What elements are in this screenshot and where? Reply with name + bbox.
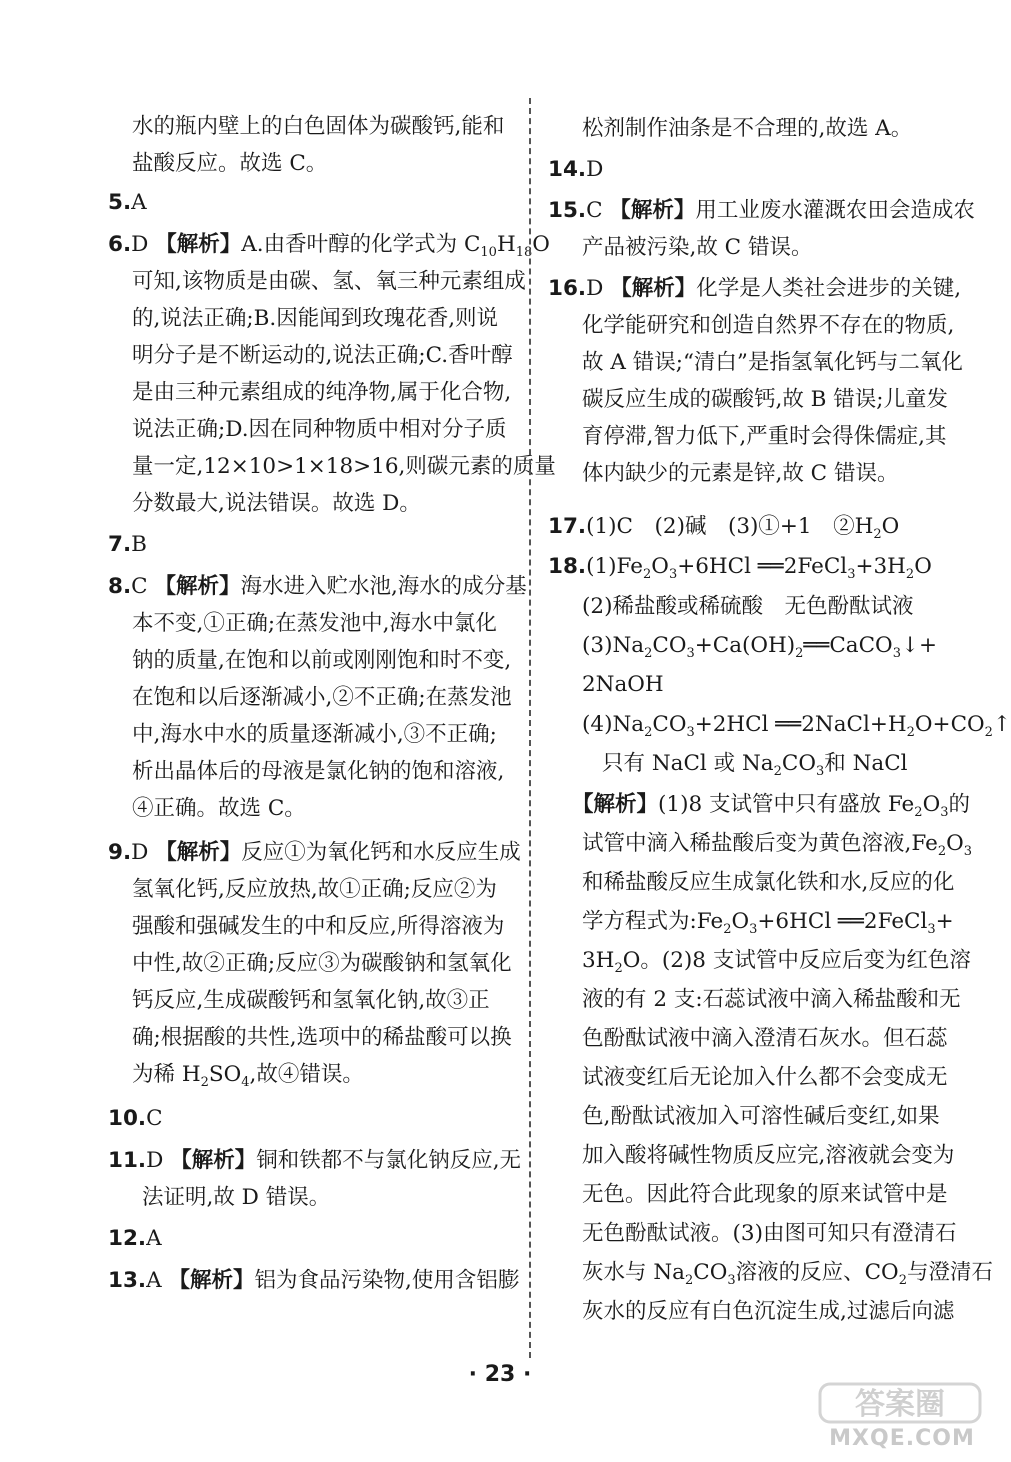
text-line: 化学能研究和创造自然界不存在的物质, xyxy=(582,313,955,338)
question-15: 15.C 【解析】用工业废水灌溉农田会造成农 xyxy=(548,198,975,223)
analysis-tag: 【解析】 xyxy=(170,1148,257,1173)
text-line: 色,酚酞试液加入可溶性碱后变红,如果 xyxy=(582,1104,940,1129)
question-9: 9.D 【解析】反应①为氧化钙和水反应生成 xyxy=(108,840,521,865)
text-line: 法证明,故 D 错误。 xyxy=(142,1185,331,1210)
analysis-tag: 【解析】 xyxy=(610,276,697,301)
text-line: 强酸和强碱发生的中和反应,所得溶液为 xyxy=(132,914,505,939)
text-line: 加入酸将碱性物质反应完,溶液就会变为 xyxy=(582,1143,955,1168)
text-line: 中,海水中水的质量逐渐减小,③不正确; xyxy=(132,722,497,747)
text-line: 无色。因此符合此现象的原来试管中是 xyxy=(582,1182,948,1207)
text-line: 的,说法正确;B.因能闻到玫瑰花香,则说 xyxy=(132,306,499,331)
question-7: 7.B xyxy=(108,532,147,557)
text-line: 在饱和以后逐渐减小,②不正确;在蒸发池 xyxy=(132,685,512,710)
page-number: · 23 · xyxy=(468,1362,532,1387)
text-line: 2NaOH xyxy=(582,672,664,697)
text-line: 碳反应生成的碳酸钙,故 B 错误;儿童发 xyxy=(582,387,949,412)
text-line: 明分子是不断运动的,说法正确;C.香叶醇 xyxy=(132,343,513,368)
analysis-tag: 【解析】 xyxy=(154,574,241,599)
watermark-text: MXQE.COM xyxy=(829,1426,975,1451)
text-line: $(4)Na_2CO_3+2HCl$ $══2NaCl+H_2O+CO_2↑$ xyxy=(582,712,1011,740)
text-line: 分数最大,说法错误。故选 D。 xyxy=(132,491,421,516)
question-14: 14.D xyxy=(548,157,604,182)
text-line: 为稀 $H_2SO_4$,故④错误。 xyxy=(132,1062,364,1090)
text-line: 析出晶体后的母液是氯化钠的饱和溶液, xyxy=(132,759,505,784)
text-line: 【解析】(1)8 支试管中只有盛放 $Fe_2O_3$的 xyxy=(572,792,971,820)
text-line: 钙反应,生成碳酸钙和氢氧化钠,故③正 xyxy=(132,988,490,1013)
analysis-tag: 【解析】 xyxy=(155,840,242,865)
text-line: 产品被污染,故 C 错误。 xyxy=(582,235,813,260)
question-13: 13.A 【解析】铝为食品污染物,使用含铝膨 xyxy=(108,1268,520,1293)
text-line: 可知,该物质是由碳、氢、氧三种元素组成 xyxy=(132,269,526,294)
text-line: 说法正确;D.因在同种物质中相对分子质 xyxy=(132,417,507,442)
text-line: 是由三种元素组成的纯净物,属于化合物, xyxy=(132,380,512,405)
question-6: 6.D 【解析】A.由香叶醇的化学式为 $C_{10}H_{18}O$ xyxy=(108,232,550,260)
text-line: 和稀盐酸反应生成氯化铁和水,反应的化 xyxy=(582,870,955,895)
question-11: 11.D 【解析】铜和铁都不与氯化钠反应,无 xyxy=(108,1148,522,1173)
text-line: 只有 NaCl 或 $Na_2CO_3$和 NaCl xyxy=(602,751,908,779)
text-line: 确;根据酸的共性,选项中的稀盐酸可以换 xyxy=(132,1025,512,1050)
text-line: 体内缺少的元素是锌,故 C 错误。 xyxy=(582,461,899,486)
column-divider xyxy=(529,98,531,1358)
text-line: 试管中滴入稀盐酸后变为黄色溶液$,Fe_2O_3$ xyxy=(582,831,973,859)
text-line: $(3)Na_2CO_3+Ca(OH)_2══CaCO_3↓+$ xyxy=(582,633,937,661)
text-line: 灰水的反应有白色沉淀生成,过滤后向滤 xyxy=(582,1299,955,1324)
analysis-tag: 【解析】 xyxy=(572,792,659,817)
question-18: $18.(1)Fe_2O_3+6HCl$ $══2FeCl_3+3H_2O$ xyxy=(548,554,932,582)
question-17: 17.(1)C (2)碱 (3)①+1 $②H_2O$ xyxy=(548,514,900,542)
text-line: 本不变,①正确;在蒸发池中,海水中氯化 xyxy=(132,611,497,636)
text-line: 中性,故②正确;反应③为碳酸钠和氢氧化 xyxy=(132,951,512,976)
analysis-tag: 【解析】 xyxy=(609,198,696,223)
question-8: 8.C 【解析】海水进入贮水池,海水的成分基 xyxy=(108,574,527,599)
question-5: 5.A xyxy=(108,190,147,215)
text-line: 无色酚酞试液。(3)由图可知只有澄清石 xyxy=(582,1221,957,1246)
svg-text:答案圈: 答案圈 xyxy=(855,1387,945,1422)
text-line: 盐酸反应。故选 C。 xyxy=(132,151,328,176)
text-line: 液的有 2 支:石蕊试液中滴入稀盐酸和无 xyxy=(582,987,961,1012)
text-line: 色酚酞试液中滴入澄清石灰水。但石蕊 xyxy=(582,1026,948,1051)
text-line: 育停滞,智力低下,严重时会得侏儒症,其 xyxy=(582,424,947,449)
text-line: 钠的质量,在饱和以前或刚刚饱和时不变, xyxy=(132,648,512,673)
text-line: 松剂制作油条是不合理的,故选 A。 xyxy=(582,116,913,141)
text-line: 学方程式为$:Fe_2O_3+6HCl$ ══2FeCl$_3$+ xyxy=(582,909,954,937)
text-line: 氢氧化钙,反应放热,故①正确;反应②为 xyxy=(132,877,497,902)
analysis-tag: 【解析】 xyxy=(155,232,242,257)
text-line: 试液变红后无论加入什么都不会变成无 xyxy=(582,1065,948,1090)
watermark-logo xyxy=(812,1380,992,1460)
watermark-glyphs xyxy=(818,1380,988,1426)
text-line: $3H_2O$。(2)8 支试管中反应后变为红色溶 xyxy=(582,948,971,976)
text-line: 灰水与 $Na_2CO_3$溶液的反应、$CO_2$与澄清石 xyxy=(582,1260,993,1288)
text-line: (2)稀盐酸或稀硫酸 无色酚酞试液 xyxy=(582,594,914,619)
question-12: 12.A xyxy=(108,1226,162,1251)
question-16: 16.D 【解析】化学是人类社会进步的关键, xyxy=(548,276,962,301)
analysis-tag: 【解析】 xyxy=(168,1268,255,1293)
text-line: 故 A 错误;“清白”是指氢氧化钙与二氧化 xyxy=(582,350,963,375)
question-10: 10.C xyxy=(108,1106,163,1131)
text-line: 水的瓶内壁上的白色固体为碳酸钙,能和 xyxy=(132,114,505,139)
text-line: 量一定,12×10>1×18>16,则碳元素的质量 xyxy=(132,454,556,479)
text-line: ④正确。故选 C。 xyxy=(132,796,306,821)
